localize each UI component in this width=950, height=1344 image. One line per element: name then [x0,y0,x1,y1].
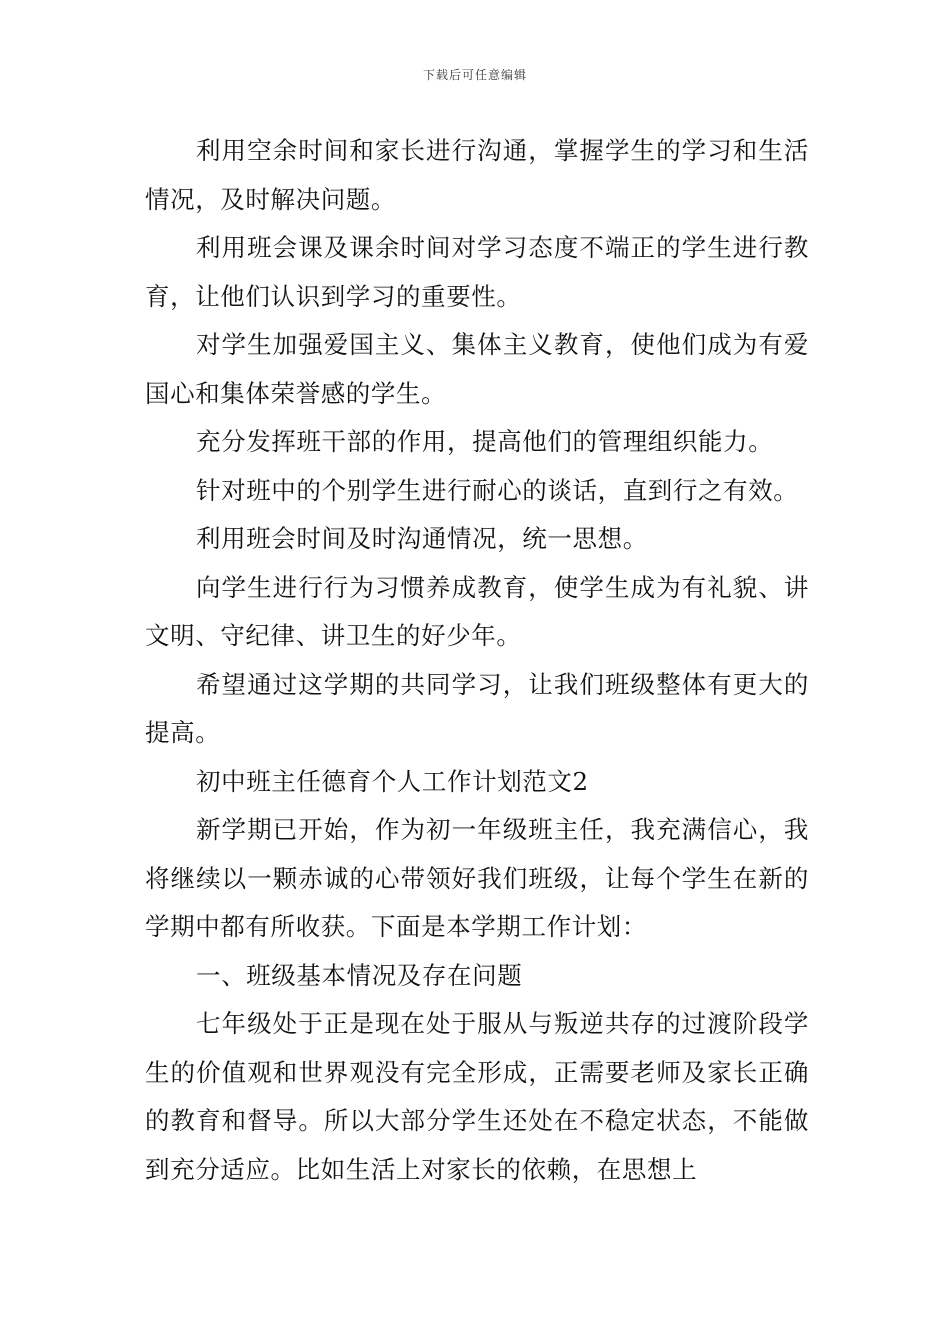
paragraph: 针对班中的个别学生进行耐心的谈话，直到行之有效。 [196,475,799,505]
paragraph: 利用空余时间和家长进行沟通，掌握学生的学习和生活情况，及时解决问题。 [145,136,809,214]
section-heading: 一、班级基本情况及存在问题 [196,960,523,990]
paragraph: 利用班会时间及时沟通情况，统一思想。 [196,524,648,553]
paragraph: 新学期已开始，作为初一年级班主任，我充满信心，我将继续以一颗赤诚的心带领好我们班级，让每个学生在新的学期中都有所收获。下面是本学期工作计划： [145,815,809,941]
paragraph: 利用班会课及课余时间对学习态度不端正的学生进行教育，让他们认识到学习的重要性。 [145,233,809,311]
page-header: 下载后可任意编辑 [422,68,527,82]
paragraph: 对学生加强爱国主义、集体主义教育，使他们成为有爱国心和集体荣誉感的学生。 [145,330,809,408]
section-title: 初中班主任德育个人工作计划范文2 [196,766,589,796]
paragraph: 七年级处于正是现在处于服从与叛逆共存的过渡阶段学生的价值观和世界观没有完全形成，正需要老师及家长正确的教育和督导。所以大部分学生还处在不稳定状态，不能做到充分适应。比如生活上对家长的依赖，在思想上 [145,1009,809,1184]
document-body [145,127,809,1194]
paragraph: 充分发挥班干部的作用，提高他们的管理组织能力。 [196,427,774,456]
paragraph: 向学生进行行为习惯养成教育，使学生成为有礼貌、讲文明、守纪律、讲卫生的好少年。 [145,572,809,650]
paragraph: 希望通过这学期的共同学习，让我们班级整体有更大的提高。 [145,669,809,747]
